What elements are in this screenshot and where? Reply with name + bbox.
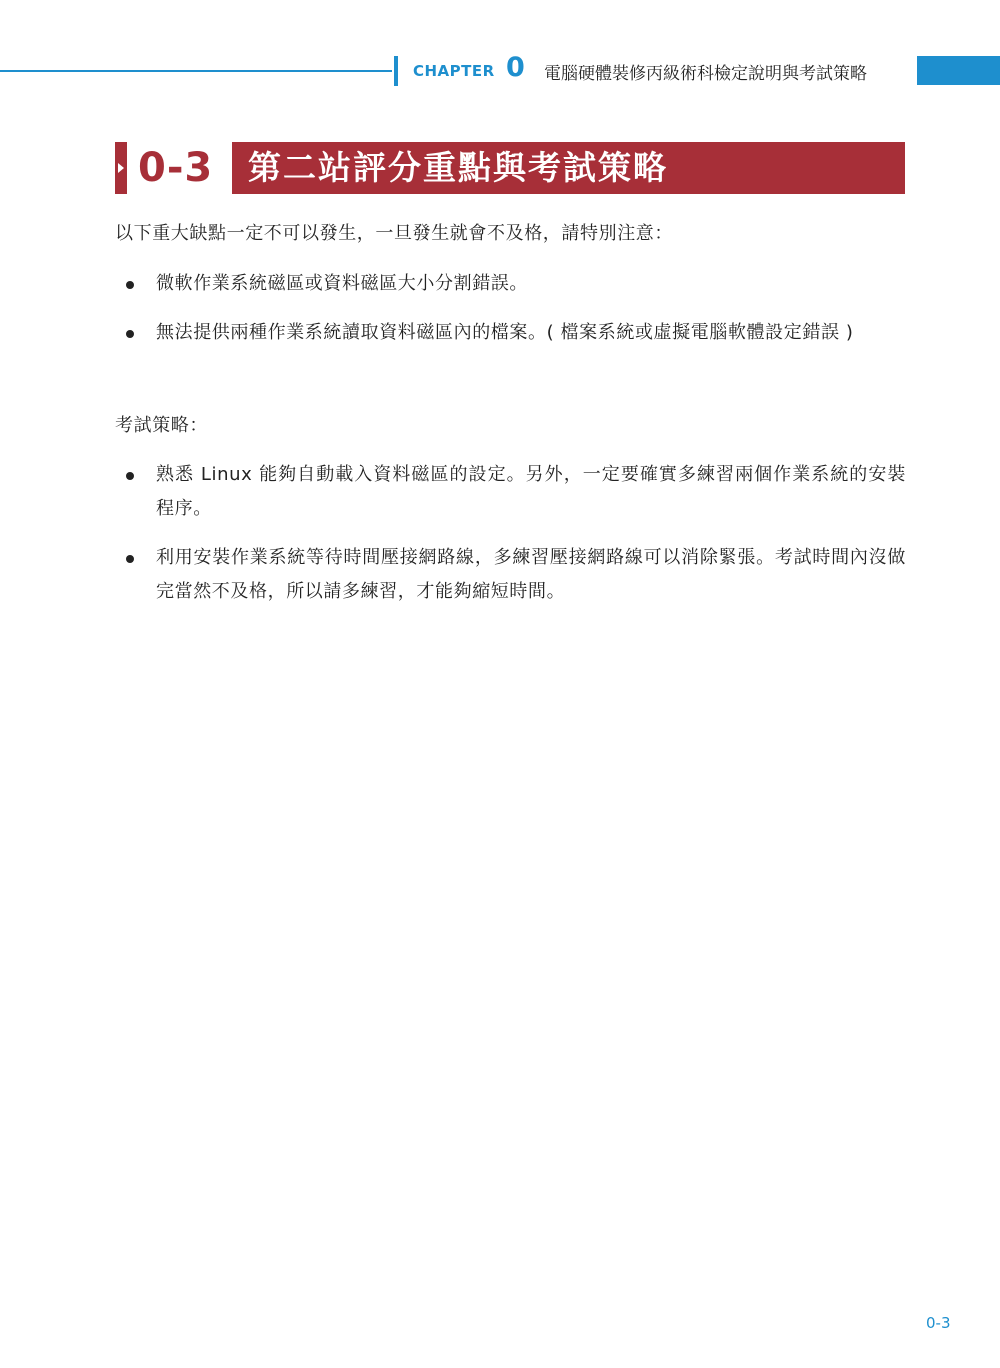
bullet-dot — [126, 555, 134, 563]
chapter-title: 電腦硬體裝修丙級術科檢定說明與考試策略 — [544, 64, 867, 84]
chapter-number: 0 — [506, 52, 525, 83]
list-item: 熟悉 Linux 能夠自動載入資料磁區的設定。另外，一定要確實多練習兩個作業系統的安裝程序。 — [156, 464, 906, 519]
list-item: 微軟作業系統磁區或資料磁區大小分割錯誤。 — [156, 273, 528, 294]
bullet-dot — [126, 472, 134, 480]
section-arrow-icon — [118, 163, 124, 173]
strategy-heading: 考試策略： — [115, 415, 208, 436]
chapter-label: CHAPTER — [413, 62, 495, 80]
section-title: 第二站評分重點與考試策略 — [248, 148, 668, 187]
bullet-dot — [126, 281, 134, 289]
header-accent-bar — [394, 56, 398, 86]
page-number: 0-3 — [926, 1314, 951, 1332]
header-rule — [0, 70, 392, 72]
list-item: 無法提供兩種作業系統讀取資料磁區內的檔案。( 檔案系統或虛擬電腦軟體設定錯誤 ) — [156, 322, 854, 343]
header-accent-block — [917, 56, 1000, 85]
list-item: 利用安裝作業系統等待時間壓接網路線，多練習壓接網路線可以消除緊張。考試時間內沒做完當然不及格，所以請多練習，才能夠縮短時間。 — [156, 547, 906, 602]
intro-paragraph: 以下重大缺點一定不可以發生，一旦發生就會不及格，請特別注意： — [115, 223, 673, 244]
bullet-dot — [126, 330, 134, 338]
section-number: 0-3 — [138, 145, 214, 191]
